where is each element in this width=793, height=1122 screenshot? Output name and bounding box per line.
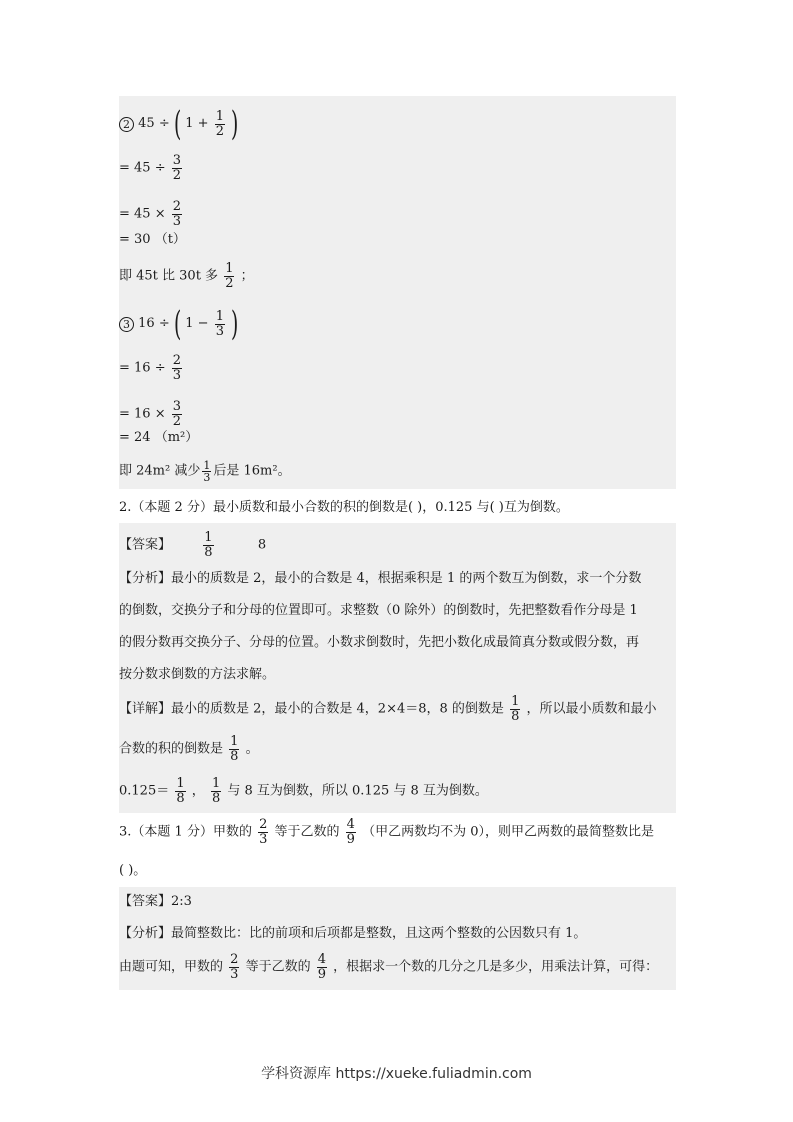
analysis-line: 【分析】最简整数比：比的前项和后项都是整数，且这两个整数的公因数只有 1。 xyxy=(119,926,587,941)
step3-expression: 3 16 ÷ ( 1 − $\frac{1}{3}$ ) xyxy=(119,308,238,340)
fraction: $\frac{3}{2}$ xyxy=(172,153,182,183)
footer-watermark: 学科资源库 https://xueke.fuliadmin.com xyxy=(261,1066,532,1082)
answer-fraction: $\frac{1}{8}$ xyxy=(204,530,213,560)
step3-line-1: = 16 ÷ $\frac{2}{3}$ xyxy=(119,353,182,383)
fraction: $\frac{1}{8}$ xyxy=(176,776,185,806)
left-paren: ( xyxy=(173,104,182,144)
right-paren: ) xyxy=(231,304,239,344)
answer-block-3 xyxy=(119,887,676,990)
left-paren: ( xyxy=(173,304,182,344)
detail-line-3: 0.125＝ $\frac{1}{8}$ ， $\frac{1}{8}$ 与 8 互为倒数，所以 0.125 与 8 互为倒数。 xyxy=(119,776,488,806)
answer-value: 8 xyxy=(257,537,267,553)
step-number-badge: 2 xyxy=(119,117,134,132)
question-3: 3.（本题 1 分）甲数的 $\frac{2}{3}$ 等于乙数的 $\frac{4}{9}$ （甲乙两数均不为 0），则甲乙两数的最简整数比是 xyxy=(119,817,654,847)
analysis-line-3: 的假分数再交换分子、分母的位置。小数求倒数时，先把小数化成最简真分数或假分数，再 xyxy=(119,635,640,650)
fraction: $\frac{1}{2}$ xyxy=(215,108,224,139)
fraction: $\frac{1}{8}$ xyxy=(511,694,520,724)
fraction: $\frac{4}{9}$ xyxy=(317,952,327,982)
solution-block-1 xyxy=(119,96,676,489)
detail-line-1: 【详解】最小的质数是 2，最小的合数是 4，2×4＝8，8 的倒数是 $\frac{1}{8}$ ，所以最小质数和最小 xyxy=(119,694,657,724)
fraction: $\frac{2}{3}$ xyxy=(230,952,239,982)
step2-line-2: = 45 × $\frac{2}{3}$ xyxy=(119,199,182,229)
step-number-badge: 3 xyxy=(119,317,134,332)
fraction: $\frac{1}{3}$ xyxy=(215,308,224,339)
step2-line-1: = 45 ÷ $\frac{3}{2}$ xyxy=(119,153,182,183)
answer-block-2 xyxy=(119,523,676,813)
fraction: $\frac{1}{8}$ xyxy=(211,776,221,806)
fraction: $\frac{1}{8}$ xyxy=(230,734,239,764)
answer-tag: 【答案】 xyxy=(119,537,172,553)
fraction: $\frac{2}{3}$ xyxy=(259,817,268,847)
right-paren: ) xyxy=(231,104,239,144)
step2-expression: 2 45 ÷ ( 1 + $\frac{1}{2}$ ) xyxy=(119,108,238,140)
step3-line-3: = 24 （m²） xyxy=(119,430,199,445)
fraction: $\frac{2}{3}$ xyxy=(172,199,182,229)
answer-line: 【答案】2:3 xyxy=(119,894,192,909)
fraction: $\frac{2}{3}$ xyxy=(172,353,182,383)
step3-conclusion: 即 24m² 减少 $\frac{1}{3}$ 后是 16m²。 xyxy=(119,459,291,484)
answer-line xyxy=(119,531,266,560)
question-3-blank: ( )。 xyxy=(119,863,147,878)
fraction: $\frac{1}{2}$ xyxy=(225,261,234,291)
fraction: $\frac{3}{2}$ xyxy=(172,399,182,429)
fraction: $\frac{1}{3}$ xyxy=(203,459,211,484)
step2-conclusion: 即 45t 比 30t 多 $\frac{1}{2}$ ； xyxy=(119,261,254,291)
detail-line-2: 合数的积的倒数是 $\frac{1}{8}$ 。 xyxy=(119,734,259,764)
step2-line-3: = 30 （t） xyxy=(119,232,186,247)
reasoning-line: 由题可知，甲数的 $\frac{2}{3}$ 等于乙数的 $\frac{4}{9}$ ，根据求一个数的几分之几是多少，用乘法计算，可得： xyxy=(119,952,659,982)
analysis-line-2: 的倒数，交换分子和分母的位置即可。求整数（0 除外）的倒数时，先把整数看作分母是 1 xyxy=(119,603,638,618)
analysis-line-1: 【分析】最小的质数是 2，最小的合数是 4，根据乘积是 1 的两个数互为倒数，求一个分数 xyxy=(119,571,642,586)
step3-line-2: = 16 × $\frac{3}{2}$ xyxy=(119,399,182,429)
analysis-line-4: 按分数求倒数的方法求解。 xyxy=(119,667,276,682)
fraction: $\frac{4}{9}$ xyxy=(346,817,355,847)
question-2: 2.（本题 2 分）最小质数和最小合数的积的倒数是( )，0.125 与( )互为倒数。 xyxy=(119,500,569,515)
